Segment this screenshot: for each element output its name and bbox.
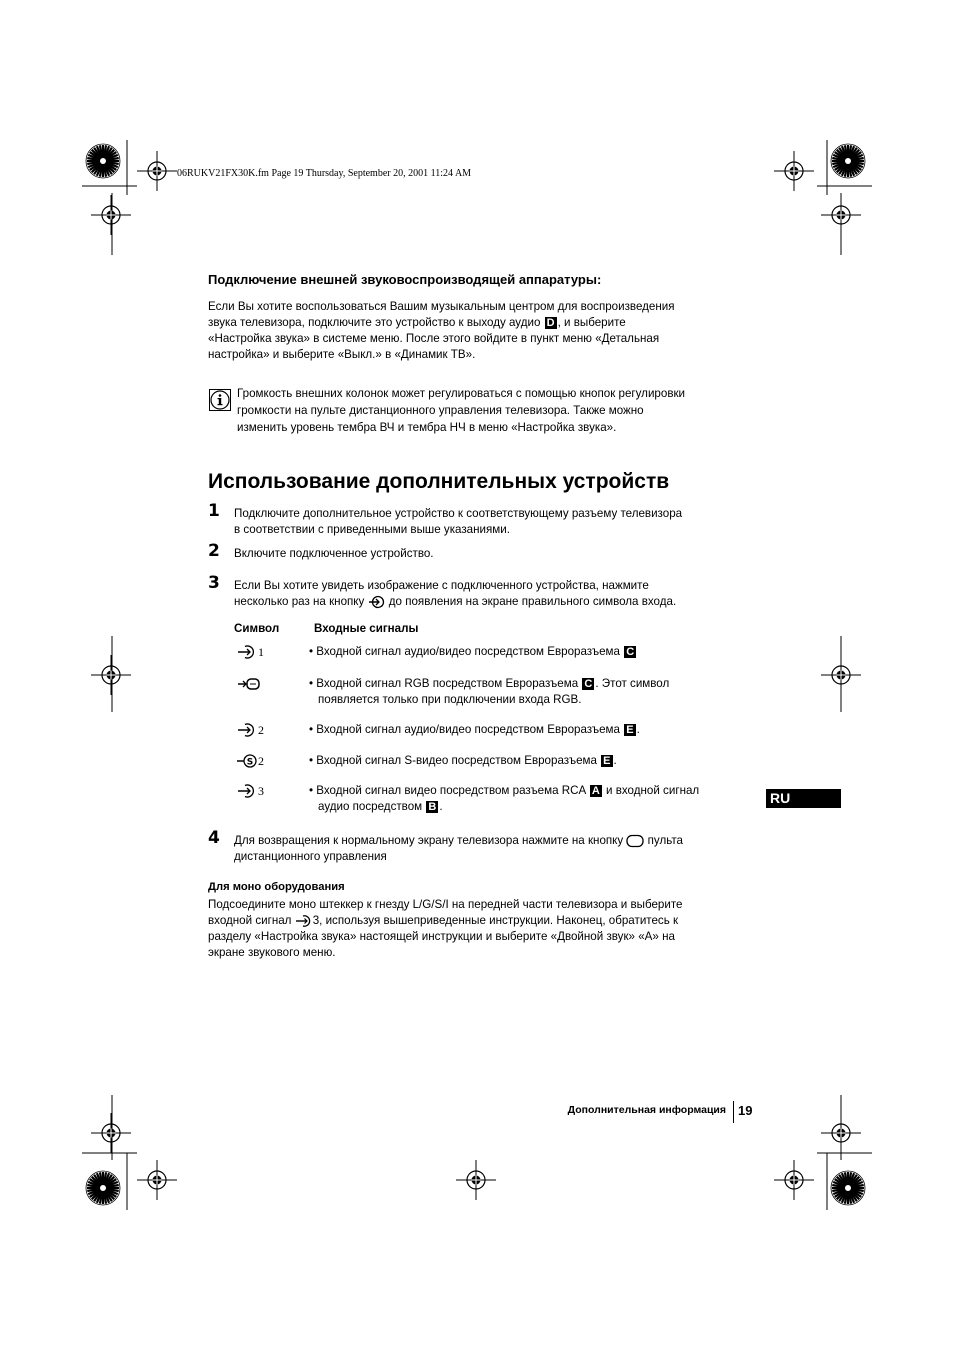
tv-button-icon: [626, 834, 644, 848]
audio-paragraph: [208, 299, 768, 363]
para-line: звука телевизора, подключите это устройство к выходу аудио D , и выберите: [208, 316, 626, 329]
note-text: [237, 385, 757, 436]
step-line: в соответствии с приведенными выше указаниями.: [234, 523, 510, 536]
step-line: несколько раз на кнопку до появления на экране правильного символа входа.: [234, 595, 677, 608]
connector-badge: A: [591, 785, 600, 797]
mono-paragraph: [208, 897, 768, 961]
table-row-signal: • Входной сигнал S-видео посредством Евроразъема E .: [309, 754, 617, 767]
connector-badge: E: [603, 755, 611, 767]
step-line: Включите подключенное устройство.: [234, 547, 434, 560]
step-line: Для возвращения к нормальному экрану телевизора нажмите на кнопку пульта: [234, 834, 683, 847]
table-row-signal: • Входной сигнал аудио/видео посредством Евроразъема C: [309, 645, 635, 658]
step-text: [234, 506, 754, 538]
step-number: 2: [208, 541, 220, 561]
page-title: Использование дополнительных устройств: [208, 470, 670, 493]
step-text: [234, 546, 434, 562]
language-tab: RU: [766, 789, 841, 808]
step-text: [234, 833, 754, 865]
table-header-symbol: Символ: [234, 622, 280, 635]
av-input-icon: [236, 644, 258, 660]
av-input-icon: [295, 914, 313, 928]
mono-heading: Для моно оборудования: [208, 881, 345, 893]
input-select-icon: [368, 595, 386, 609]
para-line: входной сигнал 3, используя вышеприведенные инструкции. Наконец, обратитесь к: [208, 914, 679, 927]
table-row-signal: • Входной сигнал аудио/видео посредством Евроразъема E .: [309, 723, 640, 736]
para-line: «Настройка звука» в системе меню. После этого войдите в пункт меню «Детальная: [208, 332, 660, 345]
step-line: Подключите дополнительное устройство к соответствующему разъему телевизора: [234, 507, 683, 520]
av-input-icon: [236, 783, 258, 799]
note-line: Громкость внешних колонок может регулироваться с помощью кнопок регулировки: [237, 387, 686, 400]
para-line: настройка» и выберите «Выкл.» в «Динамик ТВ».: [208, 348, 476, 361]
table-row-symbol: 3: [236, 783, 264, 799]
connector-badge: C: [584, 678, 593, 690]
svg-text:S: S: [246, 757, 254, 768]
note-line: громкости на пульте дистанционного управления телевизора. Также можно: [237, 404, 644, 417]
footer-section-label: Дополнительная информация: [567, 1104, 726, 1116]
av-input-icon: [236, 722, 258, 738]
step-number: 1: [208, 501, 220, 521]
print-header: 06RUKV21FX30K.fm Page 19 Thursday, September 20, 2001 11:24 AM: [177, 168, 472, 179]
note-line: изменить уровень тембра ВЧ и тембра НЧ в меню «Настройка звука».: [237, 421, 617, 434]
table-row-signal: • Входной сигнал RGB посредством Евроразъема C . Этот символ появляется только при подключении входа RGB.: [309, 677, 670, 706]
step-line: Если Вы хотите увидеть изображение с подключенного устройства, нажмите: [234, 579, 649, 592]
table-row-symbol: [236, 676, 262, 692]
table-row-symbol: 1: [236, 644, 264, 660]
para-line: Подсоедините моно штеккер к гнезду L/G/S/I на передней части телевизора и выберите: [208, 898, 683, 911]
svideo-input-icon: [236, 753, 258, 769]
rgb-input-icon: [236, 676, 262, 692]
para-line: Если Вы хотите воспользоваться Вашим музыкальным центром для воспроизведения: [208, 300, 675, 313]
footer-divider: [733, 1101, 734, 1123]
table-header-signals: Входные сигналы: [314, 622, 419, 635]
step-number: 3: [208, 573, 220, 593]
table-row-symbol: S 2: [236, 753, 264, 769]
info-icon: [209, 389, 231, 411]
table-row-signal: • Входной сигнал видео посредством разъема RCA A и входной сигнал аудио посредством B .: [309, 784, 700, 813]
step-text: [234, 578, 754, 610]
connector-badge: E: [626, 724, 634, 736]
connector-badge: C: [626, 646, 635, 658]
section-heading-audio: Подключение внешней звуковоспроизводящей аппаратуры:: [208, 272, 602, 287]
connector-badge: D: [546, 317, 555, 329]
page-number: 19: [738, 1103, 753, 1118]
step-line: дистанционного управления: [234, 850, 387, 863]
step-number: 4: [208, 828, 220, 848]
connector-badge: B: [428, 801, 437, 813]
table-row-symbol: 2: [236, 722, 264, 738]
para-line: экране звукового меню.: [208, 946, 336, 959]
para-line: разделу «Настройка звука» настоящей инструкции и выберите «Двойной звук» «А» на: [208, 930, 675, 943]
